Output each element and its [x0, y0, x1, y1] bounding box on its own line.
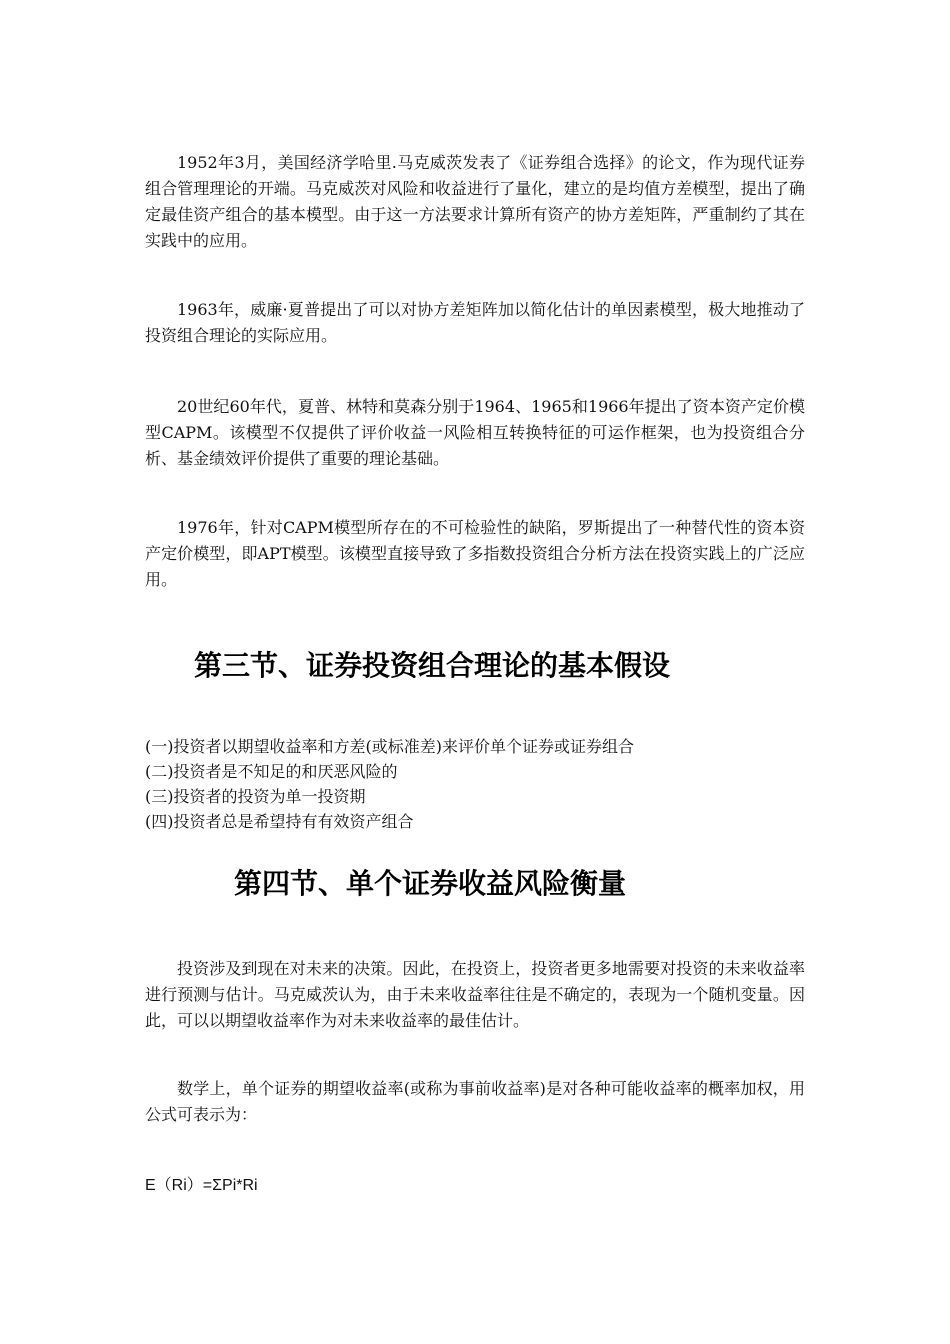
list-item: (一)投资者以期望收益率和方差(或标准差)来评价单个证券或证券组合	[145, 737, 634, 756]
list-item: (四)投资者总是希望持有有效资产组合	[145, 812, 414, 831]
paragraph-sharpe-1963: 1963年，威廉·夏普提出了可以对协方差矩阵加以简化估计的单因素模型，极大地推动了投资组合理论的实际应用。	[145, 300, 805, 345]
expected-return-formula: E（Ri）=ΣPi*Ri	[145, 1177, 258, 1194]
paragraph-capm-1960s: 20世纪60年代，夏普、林特和莫森分别于1964、1965和1966年提出了资本资产定价模型CAPM。该模型不仅提供了评价收益一风险相互转换特征的可运作框架，也为投资组合分析、基金绩效评价提供了重要的理论基础。	[145, 397, 805, 468]
paragraph-future-returns: 投资涉及到现在对未来的决策。因此，在投资上，投资者更多地需要对投资的未来收益率进行预测与估计。马克威茨认为，由于未来收益率往往是不确定的，表现为一个随机变量。因此，可以以期望收益率作为对未来收益率的最佳估计。	[145, 959, 805, 1030]
paragraph-apt-1976: 1976年，针对CAPM模型所存在的不可检验性的缺陷，罗斯提出了一种替代性的资本资产定价模型，即APT模型。该模型直接导致了多指数投资组合分析方法在投资实践上的广泛应用。	[145, 518, 805, 589]
list-item: (三)投资者的投资为单一投资期	[145, 787, 366, 806]
assumptions-list	[145, 734, 805, 834]
section3-heading: 第三节、证券投资组合理论的基本假设	[194, 649, 671, 682]
paragraph-expected-return-definition: 数学上，单个证券的期望收益率(或称为事前收益率)是对各种可能收益率的概率加权，用公式可表示为：	[145, 1079, 805, 1124]
section4-heading: 第四节、单个证券收益风险衡量	[234, 867, 627, 900]
paragraph-markowitz-1952: 1952年3月，美国经济学哈里.马克威茨发表了《证券组合选择》的论文，作为现代证券组合管理理论的开端。马克威茨对风险和收益进行了量化，建立的是均值方差模型，提出了确定最佳资产组合的基本模型。由于这一方法要求计算所有资产的协方差矩阵，严重制约了其在实践中的应用。	[145, 153, 805, 250]
list-item: (二)投资者是不知足的和厌恶风险的	[145, 762, 398, 781]
